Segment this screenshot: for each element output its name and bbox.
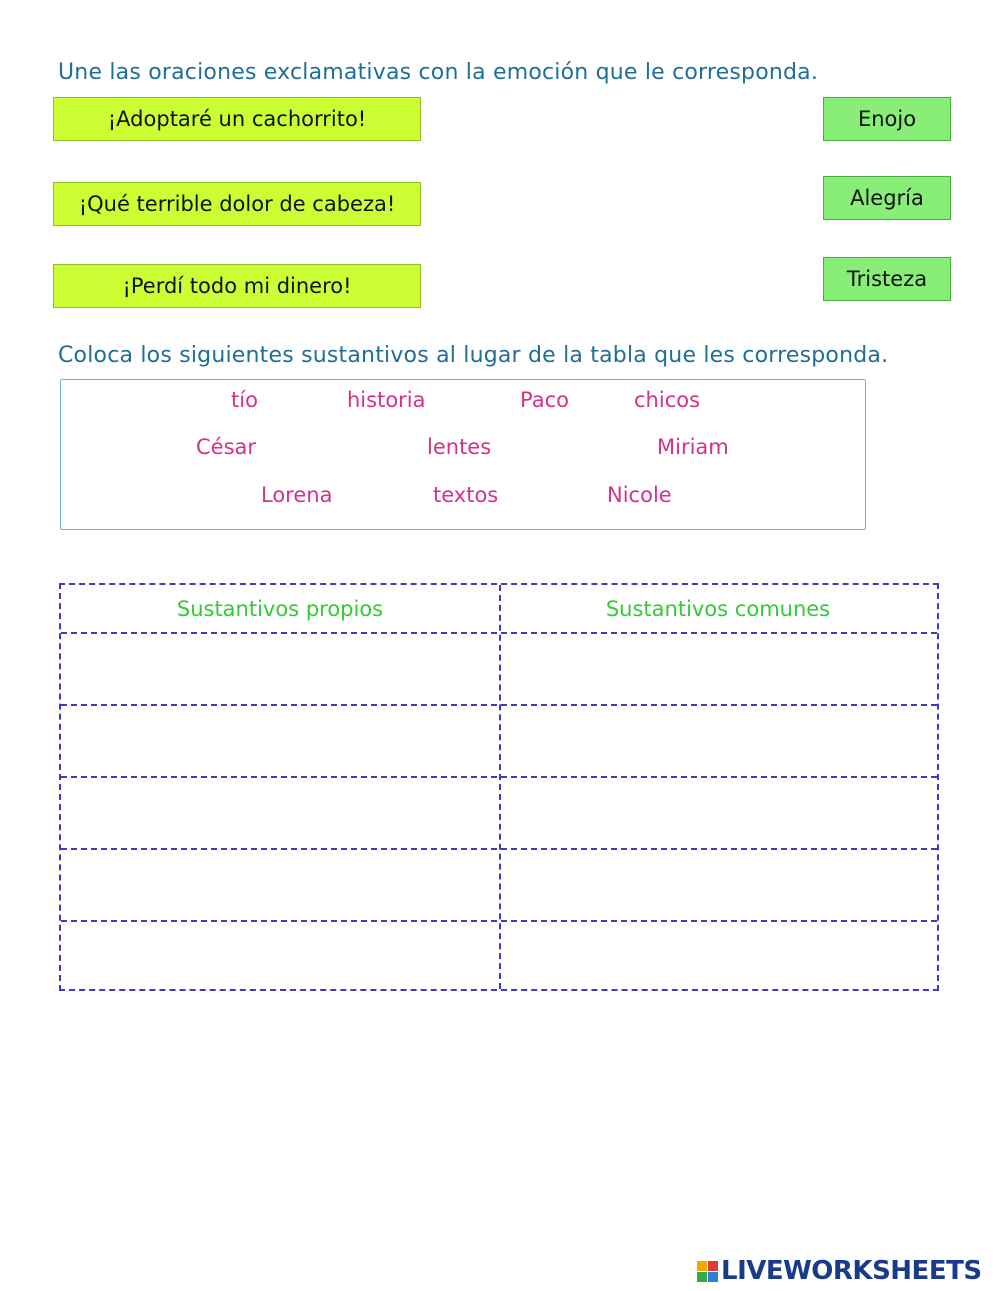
drop-cell-comunes-2[interactable] [501,706,939,776]
drop-cell-comunes-1[interactable] [501,634,939,704]
instruction-sorting: Coloca los siguientes sustantivos al lugar de la tabla que les corresponda. [58,343,889,368]
drop-cell-comunes-5[interactable] [501,922,939,992]
drop-cell-propios-1[interactable] [61,634,499,704]
word-chicos[interactable]: chicos [634,388,701,412]
sentence-card-3[interactable]: ¡Perdí todo mi dinero! [53,264,421,308]
word-historia[interactable]: historia [347,388,426,412]
word-nicole[interactable]: Nicole [607,483,672,507]
drop-cell-propios-2[interactable] [61,706,499,776]
header-propios: Sustantivos propios [176,597,384,621]
drop-cell-comunes-4[interactable] [501,850,939,920]
word-paco[interactable]: Paco [520,388,569,412]
word-miriam[interactable]: Miriam [657,435,729,459]
drop-cell-comunes-3[interactable] [501,778,939,848]
sentence-card-2[interactable]: ¡Qué terrible dolor de cabeza! [53,182,421,226]
word-textos[interactable]: textos [433,483,499,507]
emotion-card-tristeza[interactable]: Tristeza [823,257,951,301]
word-bank [60,379,866,530]
brand-name: LIVEWORKSHEETS [721,1256,982,1286]
sentence-card-1[interactable]: ¡Adoptaré un cachorrito! [53,97,421,141]
word-lentes[interactable]: lentes [427,435,492,459]
instruction-matching: Une las oraciones exclamativas con la emoción que le corresponda. [58,60,819,85]
emotion-card-enojo[interactable]: Enojo [823,97,951,141]
liveworksheets-logo [697,1256,982,1286]
liveworksheets-logo-icon [697,1261,718,1282]
word-cesar[interactable]: César [196,435,257,459]
emotion-card-alegria[interactable]: Alegría [823,176,951,220]
noun-sorting-table [59,583,939,991]
word-tio[interactable]: tío [231,388,258,412]
drop-cell-propios-5[interactable] [61,922,499,992]
word-lorena[interactable]: Lorena [261,483,333,507]
drop-cell-propios-4[interactable] [61,850,499,920]
drop-cell-propios-3[interactable] [61,778,499,848]
header-comunes: Sustantivos comunes [605,597,831,621]
